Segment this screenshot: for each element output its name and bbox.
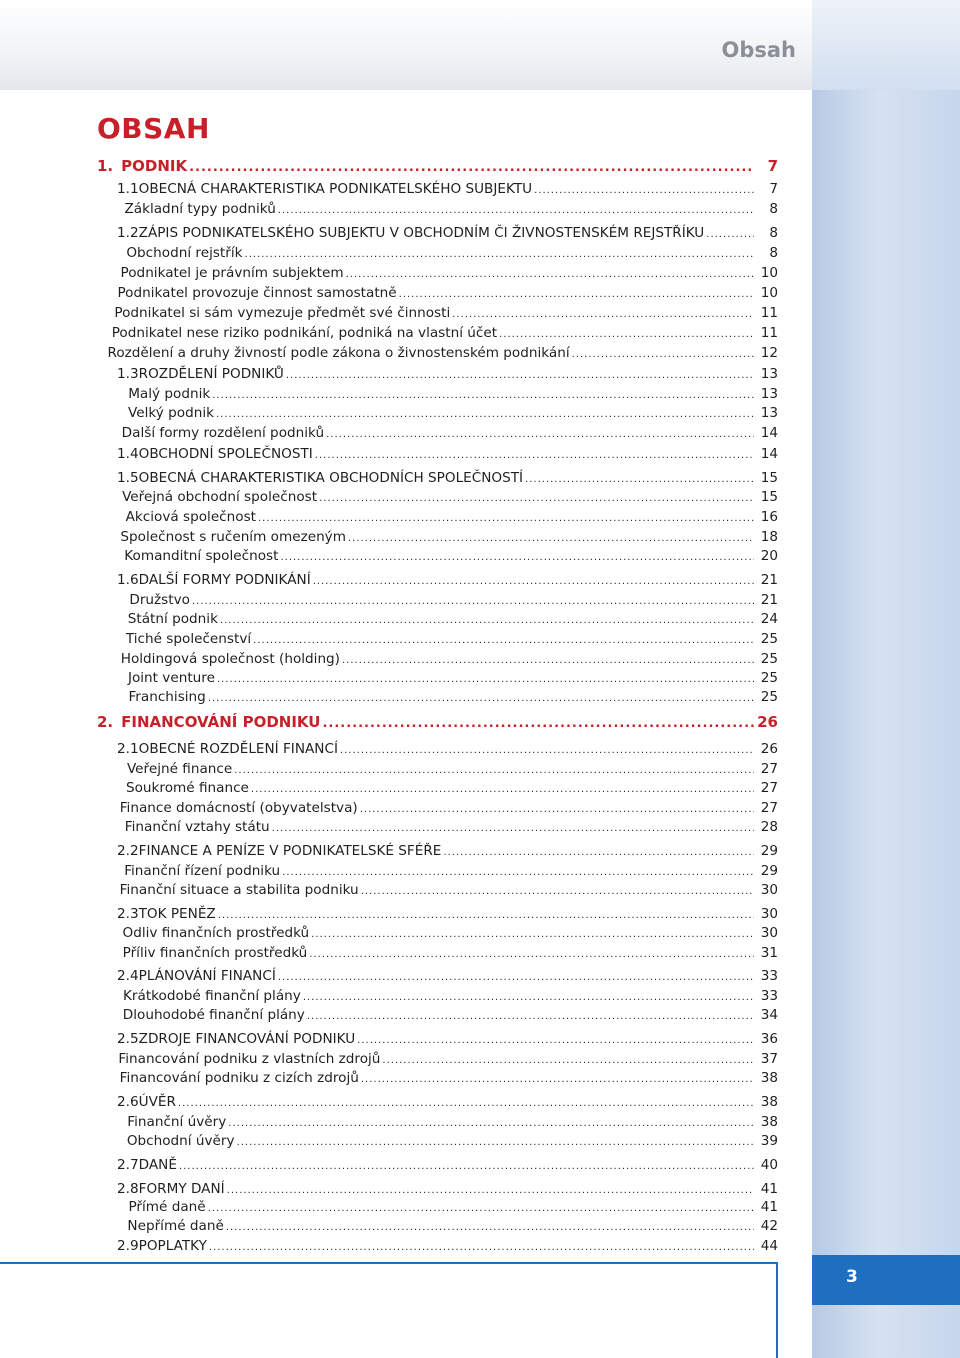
toc-page-number: 27	[760, 761, 778, 777]
toc-number: 1.4	[117, 446, 139, 462]
toc-page-number: 11	[760, 325, 778, 341]
toc-number: 2.7	[117, 1157, 139, 1173]
toc-dot-leader	[178, 1094, 754, 1110]
toc-page-number: 33	[760, 988, 778, 1004]
toc-dot-leader	[525, 470, 754, 486]
toc-subsection[interactable]	[97, 1007, 778, 1027]
toc-dot-leader	[572, 345, 754, 361]
toc-number: 1.5	[117, 470, 139, 486]
toc-label: Příliv finančních prostředků	[122, 945, 308, 961]
toc-page-number: 13	[760, 386, 778, 402]
toc-subsection[interactable]	[97, 386, 778, 406]
toc-section[interactable]	[97, 1031, 778, 1051]
toc-section[interactable]	[97, 572, 778, 592]
toc-dot-leader	[357, 1031, 754, 1047]
toc-dot-leader	[217, 670, 754, 686]
toc-page-number: 27	[760, 780, 778, 796]
toc-number: 2.3	[117, 906, 139, 922]
page-title: OBSAH	[97, 112, 210, 145]
toc-subsection[interactable]	[97, 425, 778, 445]
toc-dot-leader	[322, 713, 754, 731]
toc-dot-leader	[326, 425, 754, 441]
toc-page-number: 14	[760, 446, 778, 462]
toc-dot-leader	[303, 988, 754, 1004]
toc-label: Komanditní společnost	[124, 548, 279, 564]
toc-dot-leader	[251, 780, 754, 796]
toc-page-number: 21	[760, 572, 778, 588]
toc-dot-leader	[192, 592, 754, 608]
toc-label: ROZDĚLENÍ PODNIKŮ	[138, 366, 284, 382]
side-band-top	[812, 0, 960, 90]
toc-page-number: 27	[760, 800, 778, 816]
toc-page-number: 8	[769, 245, 778, 261]
toc-section[interactable]	[97, 225, 778, 245]
toc-label: Družstvo	[129, 592, 190, 608]
toc-dot-leader	[319, 489, 754, 505]
toc-page-number: 34	[760, 1007, 778, 1023]
toc-label: Přímé daně	[128, 1199, 206, 1215]
toc-section[interactable]	[97, 1157, 778, 1177]
toc-label: PLÁNOVÁNÍ FINANCÍ	[138, 968, 276, 984]
toc-section[interactable]	[97, 741, 778, 761]
frame-line-vertical	[776, 1262, 778, 1358]
toc-number: 1.3	[117, 366, 139, 382]
toc-subsection[interactable]	[97, 800, 778, 820]
toc-label: Akciová společnost	[125, 509, 256, 525]
toc-section[interactable]	[97, 906, 778, 926]
toc-dot-leader	[313, 572, 754, 588]
toc-dot-leader	[399, 285, 754, 301]
toc-number: 2.6	[117, 1094, 139, 1110]
toc-page-number: 25	[760, 631, 778, 647]
toc-subsection[interactable]	[97, 631, 778, 651]
toc-label: OBECNÉ ROZDĚLENÍ FINANCÍ	[138, 741, 338, 757]
toc-page-number: 29	[760, 863, 778, 879]
toc-label: Rozdělení a druhy živností podle zákona o živnostenském podnikání	[107, 345, 570, 361]
toc-section[interactable]	[97, 366, 778, 386]
toc-label: Holdingová společnost (holding)	[120, 651, 340, 667]
toc-label: Finance domácností (obyvatelstva)	[119, 800, 358, 816]
toc-subsection[interactable]	[97, 945, 778, 965]
toc-page-number: 26	[757, 713, 778, 731]
toc-page-number: 25	[760, 651, 778, 667]
toc-page-number: 31	[760, 945, 778, 961]
toc-subsection[interactable]	[97, 1133, 778, 1153]
toc-page-number: 10	[760, 265, 778, 281]
header-title: Obsah	[721, 38, 796, 62]
toc-number: 2.9	[117, 1238, 139, 1254]
toc-page-number: 10	[760, 285, 778, 301]
toc-label: DANĚ	[138, 1157, 177, 1173]
toc-dot-leader	[307, 1007, 754, 1023]
toc-label: Veřejná obchodní společnost	[122, 489, 318, 505]
toc-number: 2.1	[117, 741, 139, 757]
toc-page-number: 39	[760, 1133, 778, 1149]
toc-label: Franchising	[128, 689, 206, 705]
toc-subsection[interactable]	[97, 689, 778, 709]
toc-subsection[interactable]	[97, 882, 778, 902]
toc-page-number: 42	[760, 1218, 778, 1234]
toc-page-number: 30	[760, 906, 778, 922]
toc-dot-leader	[216, 405, 754, 421]
toc-subsection[interactable]	[97, 345, 778, 365]
toc-page-number: 38	[760, 1070, 778, 1086]
toc-label: Nepřímé daně	[127, 1218, 224, 1234]
page-number: 3	[846, 1267, 858, 1287]
toc-page-number: 30	[760, 882, 778, 898]
toc-dot-leader	[179, 1157, 754, 1173]
toc-label: Financování podniku z cizích zdrojů	[119, 1070, 359, 1086]
toc-subsection[interactable]	[97, 201, 778, 221]
toc-page-number: 7	[769, 181, 778, 197]
toc-dot-leader	[208, 1199, 754, 1215]
toc-page-number: 11	[760, 305, 778, 321]
toc-number: 1.1	[117, 181, 139, 197]
toc-label: OBECNÁ CHARAKTERISTIKA OBCHODNÍCH SPOLEČNOSTÍ	[138, 470, 524, 486]
toc-dot-leader	[227, 1181, 754, 1197]
toc-subsection[interactable]	[97, 548, 778, 568]
toc-label: OBECNÁ CHARAKTERISTIKA PODNIKATELSKÉHO SUBJEKTU	[138, 181, 533, 197]
toc-label: Odliv finančních prostředků	[122, 925, 310, 941]
toc-section[interactable]	[97, 843, 778, 863]
toc-page-number: 15	[760, 489, 778, 505]
side-band	[812, 0, 960, 1358]
toc-page-number: 13	[760, 366, 778, 382]
toc-label: Velký podnik	[128, 405, 214, 421]
toc-label: Financování podniku z vlastních zdrojů	[118, 1051, 381, 1067]
toc-label: OBCHODNÍ SPOLEČNOSTI	[138, 446, 313, 462]
toc-label: ÚVĚR	[138, 1094, 176, 1110]
toc-page-number: 8	[769, 201, 778, 217]
toc-section[interactable]	[97, 181, 778, 201]
toc-dot-leader	[311, 925, 754, 941]
toc-subsection[interactable]	[97, 509, 778, 529]
toc-page-number: 7	[767, 157, 778, 175]
toc-label: Joint venture	[127, 670, 215, 686]
toc-label: Další formy rozdělení podniků	[121, 425, 325, 441]
toc-dot-leader	[360, 800, 754, 816]
toc-dot-leader	[361, 882, 754, 898]
toc-subsection[interactable]	[97, 325, 778, 345]
toc-section[interactable]	[97, 446, 778, 466]
frame-line-horizontal	[0, 1262, 778, 1264]
toc-label: Tiché společenství	[125, 631, 252, 647]
toc-label: Podnikatel nese riziko podnikání, podniká na vlastní účet	[111, 325, 498, 341]
toc-label: PODNIK	[121, 157, 188, 175]
toc-dot-leader	[237, 1133, 754, 1149]
toc-dot-leader	[220, 611, 754, 627]
toc-label: Finanční úvěry	[127, 1114, 227, 1130]
toc-dot-leader	[218, 906, 754, 922]
toc-label: FORMY DANÍ	[138, 1181, 225, 1197]
toc-number: 2.8	[117, 1181, 139, 1197]
toc-page-number: 20	[760, 548, 778, 564]
toc-dot-leader	[226, 1218, 754, 1234]
toc-page-number: 14	[760, 425, 778, 441]
toc-page-number: 41	[760, 1181, 778, 1197]
toc-label: Základní typy podniků	[124, 201, 276, 217]
toc-dot-leader	[706, 225, 754, 241]
toc-label: Krátkodobé finanční plány	[122, 988, 301, 1004]
toc-label: FINANCE A PENÍZE V PODNIKATELSKÉ SFÉŘE	[138, 843, 442, 859]
toc-number: 1.6	[117, 572, 139, 588]
toc-page-number: 15	[760, 470, 778, 486]
toc-page-number: 12	[760, 345, 778, 361]
toc-page-number: 38	[760, 1094, 778, 1110]
toc-number: 2.	[97, 713, 114, 731]
toc-subsection[interactable]	[97, 780, 778, 800]
toc-label: Podnikatel je právním subjektem	[120, 265, 344, 281]
toc-dot-leader	[348, 529, 754, 545]
toc-subsection[interactable]	[97, 611, 778, 631]
toc-dot-leader	[253, 631, 754, 647]
toc-label: Dlouhodobé finanční plány	[122, 1007, 305, 1023]
toc-label: Veřejné finance	[126, 761, 233, 777]
toc-dot-leader	[346, 265, 754, 281]
toc-dot-leader	[286, 366, 754, 382]
toc-label: ZÁPIS PODNIKATELSKÉHO SUBJEKTU V OBCHODNÍM ČI ŽIVNOSTENSKÉM REJSTŘÍKU	[138, 225, 705, 241]
toc-subsection[interactable]	[97, 651, 778, 671]
toc-page-number: 44	[760, 1238, 778, 1254]
toc-page-number: 37	[760, 1051, 778, 1067]
toc-page-number: 26	[760, 741, 778, 757]
toc-subsection[interactable]	[97, 265, 778, 285]
toc-section[interactable]	[97, 1238, 778, 1258]
toc-dot-leader	[452, 305, 754, 321]
toc-page-number: 41	[760, 1199, 778, 1215]
toc-dot-leader	[534, 181, 754, 197]
toc-page-number: 33	[760, 968, 778, 984]
toc-page-number: 36	[760, 1031, 778, 1047]
toc-label: Státní podnik	[127, 611, 218, 627]
toc-page-number: 16	[760, 509, 778, 525]
toc-dot-leader	[212, 386, 754, 402]
toc-subsection[interactable]	[97, 405, 778, 425]
toc-page-number: 18	[760, 529, 778, 545]
toc-dot-leader	[315, 446, 754, 462]
toc-label: POPLATKY	[138, 1238, 207, 1254]
toc-dot-leader	[189, 157, 754, 175]
toc-number: 1.	[97, 157, 114, 175]
toc-page-number: 38	[760, 1114, 778, 1130]
toc-page-number: 25	[760, 670, 778, 686]
toc-dot-leader	[228, 1114, 754, 1130]
toc-page-number: 29	[760, 843, 778, 859]
toc-page-number: 40	[760, 1157, 778, 1173]
toc-subsection[interactable]	[97, 489, 778, 509]
toc-subsection[interactable]	[97, 1218, 778, 1238]
page-number-box	[812, 1255, 960, 1305]
toc-label: Malý podnik	[128, 386, 211, 402]
toc-page-number: 28	[760, 819, 778, 835]
toc-dot-leader	[258, 509, 754, 525]
toc-dot-leader	[278, 968, 754, 984]
toc-label: Obchodní úvěry	[126, 1133, 235, 1149]
toc-dot-leader	[280, 548, 754, 564]
toc-subsection[interactable]	[97, 988, 778, 1008]
toc-dot-leader	[278, 201, 754, 217]
toc-subsection[interactable]	[97, 305, 778, 325]
toc-page-number: 25	[760, 689, 778, 705]
toc-dot-leader	[208, 689, 754, 705]
toc-number: 1.2	[117, 225, 139, 241]
toc-dot-leader	[340, 741, 754, 757]
toc-dot-leader	[245, 245, 754, 261]
toc-label: ZDROJE FINANCOVÁNÍ PODNIKU	[138, 1031, 356, 1047]
toc-dot-leader	[361, 1070, 754, 1086]
toc-subsection[interactable]	[97, 761, 778, 781]
toc-subsection[interactable]	[97, 1070, 778, 1090]
toc-section[interactable]	[97, 968, 778, 988]
toc-number: 2.5	[117, 1031, 139, 1047]
toc-dot-leader	[342, 651, 754, 667]
toc-subsection[interactable]	[97, 925, 778, 945]
toc-dot-leader	[209, 1238, 754, 1254]
toc-subsection[interactable]	[97, 1051, 778, 1071]
toc-label: TOK PENĚZ	[138, 906, 216, 922]
toc-page-number: 13	[760, 405, 778, 421]
toc-chapter[interactable]	[97, 157, 778, 179]
toc-subsection[interactable]	[97, 592, 778, 612]
toc-subsection[interactable]	[97, 1199, 778, 1219]
toc-label: Soukromé finance	[125, 780, 249, 796]
toc-label: DALŠÍ FORMY PODNIKÁNÍ	[138, 572, 311, 588]
toc-label: Obchodní rejstřík	[126, 245, 243, 261]
toc-subsection[interactable]	[97, 245, 778, 265]
toc-dot-leader	[499, 325, 754, 341]
toc-section[interactable]	[97, 470, 778, 490]
toc-number: 2.2	[117, 843, 139, 859]
toc-dot-leader	[282, 863, 754, 879]
toc-page-number: 8	[769, 225, 778, 241]
toc-label: FINANCOVÁNÍ PODNIKU	[121, 713, 321, 731]
toc-page-number: 21	[760, 592, 778, 608]
toc-subsection[interactable]	[97, 1114, 778, 1134]
toc-label: Finanční řízení podniku	[124, 863, 281, 879]
toc-dot-leader	[272, 819, 754, 835]
toc-subsection[interactable]	[97, 819, 778, 839]
toc-subsection[interactable]	[97, 863, 778, 883]
toc-page-number: 30	[760, 925, 778, 941]
toc-label: Podnikatel provozuje činnost samostatně	[117, 285, 397, 301]
toc-dot-leader	[443, 843, 754, 859]
toc-label: Podnikatel si sám vymezuje předmět své činnosti	[114, 305, 451, 321]
toc-section[interactable]	[97, 1094, 778, 1114]
toc-subsection[interactable]	[97, 670, 778, 690]
toc-dot-leader	[382, 1051, 754, 1067]
toc-label: Finanční vztahy státu	[124, 819, 270, 835]
toc-label: Společnost s ručením omezeným	[120, 529, 346, 545]
toc-page-number: 24	[760, 611, 778, 627]
toc-dot-leader	[309, 945, 754, 961]
toc-chapter[interactable]	[97, 713, 778, 735]
toc-subsection[interactable]	[97, 285, 778, 305]
toc-number: 2.4	[117, 968, 139, 984]
toc-dot-leader	[234, 761, 754, 777]
toc-label: Finanční situace a stabilita podniku	[119, 882, 359, 898]
toc-subsection[interactable]	[97, 529, 778, 549]
toc-section[interactable]	[97, 1181, 778, 1201]
